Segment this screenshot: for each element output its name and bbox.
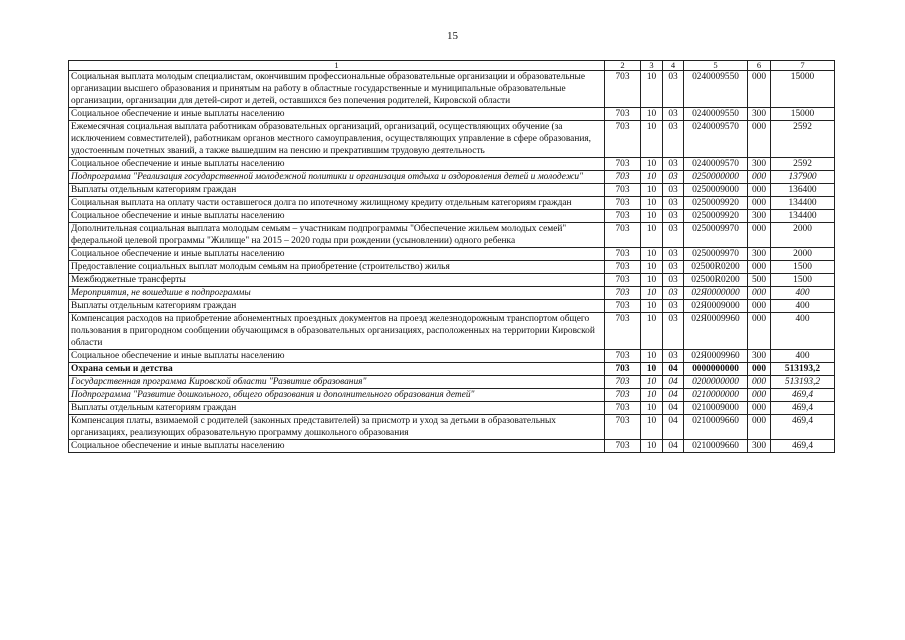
target-item-cell: 0210009660	[684, 415, 748, 440]
expense-type-cell: 500	[748, 274, 771, 287]
table-row	[69, 248, 835, 261]
amount-cell: 15000	[771, 108, 835, 121]
table-row	[69, 158, 835, 171]
column-header: 2	[605, 61, 641, 71]
table-row	[69, 350, 835, 363]
table-row	[69, 389, 835, 402]
table-row	[69, 197, 835, 210]
row-name-cell: Социальное обеспечение и иные выплаты населению	[69, 350, 605, 363]
target-item-cell: 02Я0009000	[684, 300, 748, 313]
section-code-cell: 10	[641, 71, 663, 108]
target-item-cell: 0240009570	[684, 158, 748, 171]
section-code-cell: 10	[641, 197, 663, 210]
row-name-cell: Государственная программа Кировской области "Развитие образования"	[69, 376, 605, 389]
table-row	[69, 71, 835, 108]
column-header: 1	[69, 61, 605, 71]
section-code-cell: 10	[641, 108, 663, 121]
section-code-cell: 10	[641, 376, 663, 389]
section-code-cell: 10	[641, 440, 663, 453]
column-header: 3	[641, 61, 663, 71]
expense-type-cell: 300	[748, 440, 771, 453]
amount-cell: 1500	[771, 261, 835, 274]
subsection-code-cell: 03	[663, 274, 684, 287]
table-row	[69, 363, 835, 376]
expense-type-cell: 000	[748, 402, 771, 415]
amount-cell: 134400	[771, 210, 835, 223]
expense-type-cell: 000	[748, 376, 771, 389]
table-row	[69, 171, 835, 184]
row-name-cell: Межбюджетные трансферты	[69, 274, 605, 287]
expense-type-cell: 300	[748, 158, 771, 171]
expense-type-cell: 000	[748, 389, 771, 402]
table-row	[69, 223, 835, 248]
row-name-cell: Выплаты отдельным категориям граждан	[69, 402, 605, 415]
row-name-cell: Социальная выплата на оплату части оставшегося долга по ипотечному жилищному кредиту отдельным категориям граждан	[69, 197, 605, 210]
subsection-code-cell: 04	[663, 376, 684, 389]
target-item-cell: 0210009000	[684, 402, 748, 415]
expense-type-cell: 000	[748, 415, 771, 440]
section-code-cell: 10	[641, 287, 663, 300]
expense-type-cell: 300	[748, 248, 771, 261]
ministry-code-cell: 703	[605, 108, 641, 121]
target-item-cell: 02Я0009960	[684, 313, 748, 350]
subsection-code-cell: 03	[663, 210, 684, 223]
amount-cell: 469,4	[771, 440, 835, 453]
row-name-cell: Социальное обеспечение и иные выплаты населению	[69, 248, 605, 261]
column-header: 6	[748, 61, 771, 71]
row-name-cell: Дополнительная социальная выплата молодым семьям – участникам подпрограммы "Обеспечение жильем молодых семей" федеральной целевой программы "Жилище" на 2015 – 2020 годы при рождении (усыновлении) одного ребенка	[69, 223, 605, 248]
table-row	[69, 121, 835, 158]
target-item-cell: 02500R0200	[684, 261, 748, 274]
subsection-code-cell: 03	[663, 300, 684, 313]
budget-table	[68, 60, 835, 453]
amount-cell: 400	[771, 300, 835, 313]
ministry-code-cell: 703	[605, 197, 641, 210]
section-code-cell: 10	[641, 363, 663, 376]
subsection-code-cell: 04	[663, 363, 684, 376]
subsection-code-cell: 03	[663, 184, 684, 197]
amount-cell: 1500	[771, 274, 835, 287]
ministry-code-cell: 703	[605, 71, 641, 108]
expense-type-cell: 000	[748, 121, 771, 158]
expense-type-cell: 000	[748, 197, 771, 210]
table-row	[69, 108, 835, 121]
amount-cell: 469,4	[771, 389, 835, 402]
target-item-cell: 0240009570	[684, 121, 748, 158]
target-item-cell: 0250000000	[684, 171, 748, 184]
ministry-code-cell: 703	[605, 300, 641, 313]
subsection-code-cell: 03	[663, 313, 684, 350]
target-item-cell: 0210009660	[684, 440, 748, 453]
section-code-cell: 10	[641, 184, 663, 197]
expense-type-cell: 000	[748, 223, 771, 248]
table-row	[69, 261, 835, 274]
ministry-code-cell: 703	[605, 274, 641, 287]
table-row	[69, 274, 835, 287]
table-row	[69, 210, 835, 223]
section-code-cell: 10	[641, 248, 663, 261]
ministry-code-cell: 703	[605, 121, 641, 158]
expense-type-cell: 000	[748, 71, 771, 108]
amount-cell: 137900	[771, 171, 835, 184]
expense-type-cell: 000	[748, 184, 771, 197]
section-code-cell: 10	[641, 171, 663, 184]
amount-cell: 513193,2	[771, 376, 835, 389]
row-name-cell: Социальное обеспечение и иные выплаты населению	[69, 108, 605, 121]
table-body	[69, 71, 835, 453]
table-row	[69, 184, 835, 197]
target-item-cell: 0210000000	[684, 389, 748, 402]
target-item-cell: 0250009920	[684, 210, 748, 223]
ministry-code-cell: 703	[605, 440, 641, 453]
ministry-code-cell: 703	[605, 171, 641, 184]
target-item-cell: 0250009970	[684, 223, 748, 248]
amount-cell: 2592	[771, 158, 835, 171]
row-name-cell: Охрана семьи и детства	[69, 363, 605, 376]
table-row	[69, 287, 835, 300]
section-code-cell: 10	[641, 158, 663, 171]
amount-cell: 400	[771, 287, 835, 300]
ministry-code-cell: 703	[605, 261, 641, 274]
row-name-cell: Компенсация расходов на приобретение абонементных проездных документов на проезд железнодорожным транспортом общего пользования в пригородном сообщении обучающимся в образовательных организациях, расположенных на территории Кировской области	[69, 313, 605, 350]
row-name-cell: Выплаты отдельным категориям граждан	[69, 184, 605, 197]
expense-type-cell: 000	[748, 261, 771, 274]
amount-cell: 469,4	[771, 402, 835, 415]
ministry-code-cell: 703	[605, 376, 641, 389]
amount-cell: 2000	[771, 223, 835, 248]
table-row	[69, 313, 835, 350]
table-row	[69, 300, 835, 313]
target-item-cell: 0250009920	[684, 197, 748, 210]
target-item-cell: 02Я0000000	[684, 287, 748, 300]
subsection-code-cell: 03	[663, 71, 684, 108]
row-name-cell: Компенсация платы, взимаемой с родителей (законных представителей) за присмотр и уход за детьми в образовательных организациях, реализующих образовательную программу дошкольного образования	[69, 415, 605, 440]
subsection-code-cell: 03	[663, 261, 684, 274]
subsection-code-cell: 04	[663, 402, 684, 415]
ministry-code-cell: 703	[605, 363, 641, 376]
expense-type-cell: 300	[748, 210, 771, 223]
row-name-cell: Социальное обеспечение и иные выплаты населению	[69, 210, 605, 223]
table-row	[69, 376, 835, 389]
target-item-cell: 0240009550	[684, 108, 748, 121]
subsection-code-cell: 04	[663, 440, 684, 453]
expense-type-cell: 000	[748, 171, 771, 184]
amount-cell: 136400	[771, 184, 835, 197]
expense-type-cell: 000	[748, 287, 771, 300]
subsection-code-cell: 03	[663, 158, 684, 171]
table-row	[69, 440, 835, 453]
ministry-code-cell: 703	[605, 210, 641, 223]
target-item-cell: 0000000000	[684, 363, 748, 376]
row-name-cell: Подпрограмма "Реализация государственной молодежной политики и организация отдыха и оздоровления детей и молодежи"	[69, 171, 605, 184]
table-row	[69, 402, 835, 415]
row-name-cell: Социальное обеспечение и иные выплаты населению	[69, 440, 605, 453]
row-name-cell: Мероприятия, не вошедшие в подпрограммы	[69, 287, 605, 300]
subsection-code-cell: 03	[663, 121, 684, 158]
amount-cell: 2592	[771, 121, 835, 158]
expense-type-cell: 000	[748, 363, 771, 376]
subsection-code-cell: 03	[663, 197, 684, 210]
ministry-code-cell: 703	[605, 389, 641, 402]
section-code-cell: 10	[641, 313, 663, 350]
target-item-cell: 02500R0200	[684, 274, 748, 287]
section-code-cell: 10	[641, 261, 663, 274]
ministry-code-cell: 703	[605, 415, 641, 440]
ministry-code-cell: 703	[605, 313, 641, 350]
section-code-cell: 10	[641, 274, 663, 287]
header-row	[69, 61, 835, 71]
section-code-cell: 10	[641, 210, 663, 223]
row-name-cell: Подпрограмма "Развитие дошкольного, общего образования и дополнительного образования детей"	[69, 389, 605, 402]
ministry-code-cell: 703	[605, 158, 641, 171]
section-code-cell: 10	[641, 300, 663, 313]
target-item-cell: 0250009000	[684, 184, 748, 197]
amount-cell: 2000	[771, 248, 835, 261]
section-code-cell: 10	[641, 223, 663, 248]
target-item-cell: 02Я0009960	[684, 350, 748, 363]
section-code-cell: 10	[641, 350, 663, 363]
row-name-cell: Предоставление социальных выплат молодым семьям на приобретение (строительство) жилья	[69, 261, 605, 274]
expense-type-cell: 000	[748, 300, 771, 313]
amount-cell: 513193,2	[771, 363, 835, 376]
ministry-code-cell: 703	[605, 223, 641, 248]
subsection-code-cell: 03	[663, 350, 684, 363]
subsection-code-cell: 04	[663, 389, 684, 402]
ministry-code-cell: 703	[605, 184, 641, 197]
table-row	[69, 415, 835, 440]
section-code-cell: 10	[641, 389, 663, 402]
subsection-code-cell: 03	[663, 223, 684, 248]
row-name-cell: Социальная выплата молодым специалистам, окончившим профессиональные образовательные организации и образовательные организации высшего образования и принятым на работу в областные государственные и муниципальные образовательные организации, организации для детей-сирот и детей, оставшихся без попечения родителей, Кировской области	[69, 71, 605, 108]
page-number: 15	[447, 30, 458, 42]
row-name-cell: Выплаты отдельным категориям граждан	[69, 300, 605, 313]
subsection-code-cell: 03	[663, 287, 684, 300]
column-header: 4	[663, 61, 684, 71]
amount-cell: 400	[771, 350, 835, 363]
ministry-code-cell: 703	[605, 350, 641, 363]
section-code-cell: 10	[641, 415, 663, 440]
ministry-code-cell: 703	[605, 287, 641, 300]
row-name-cell: Социальное обеспечение и иные выплаты населению	[69, 158, 605, 171]
subsection-code-cell: 04	[663, 415, 684, 440]
target-item-cell: 0250009970	[684, 248, 748, 261]
column-header: 7	[771, 61, 835, 71]
ministry-code-cell: 703	[605, 402, 641, 415]
column-header: 5	[684, 61, 748, 71]
amount-cell: 134400	[771, 197, 835, 210]
section-code-cell: 10	[641, 121, 663, 158]
expense-type-cell: 300	[748, 108, 771, 121]
ministry-code-cell: 703	[605, 248, 641, 261]
subsection-code-cell: 03	[663, 108, 684, 121]
subsection-code-cell: 03	[663, 248, 684, 261]
expense-type-cell: 300	[748, 350, 771, 363]
amount-cell: 469,4	[771, 415, 835, 440]
target-item-cell: 0240009550	[684, 71, 748, 108]
expense-type-cell: 000	[748, 313, 771, 350]
amount-cell: 15000	[771, 71, 835, 108]
amount-cell: 400	[771, 313, 835, 350]
section-code-cell: 10	[641, 402, 663, 415]
target-item-cell: 0200000000	[684, 376, 748, 389]
subsection-code-cell: 03	[663, 171, 684, 184]
row-name-cell: Ежемесячная социальная выплата работникам образовательных организаций, организаций, осуществляющих обучение (за исключением совместителей), работникам органов местного самоуправления, осуществляющих управление в сфере образования, удостоенным почетных званий, а также вышедшим на пенсию и прекратившим трудовую деятельность	[69, 121, 605, 158]
